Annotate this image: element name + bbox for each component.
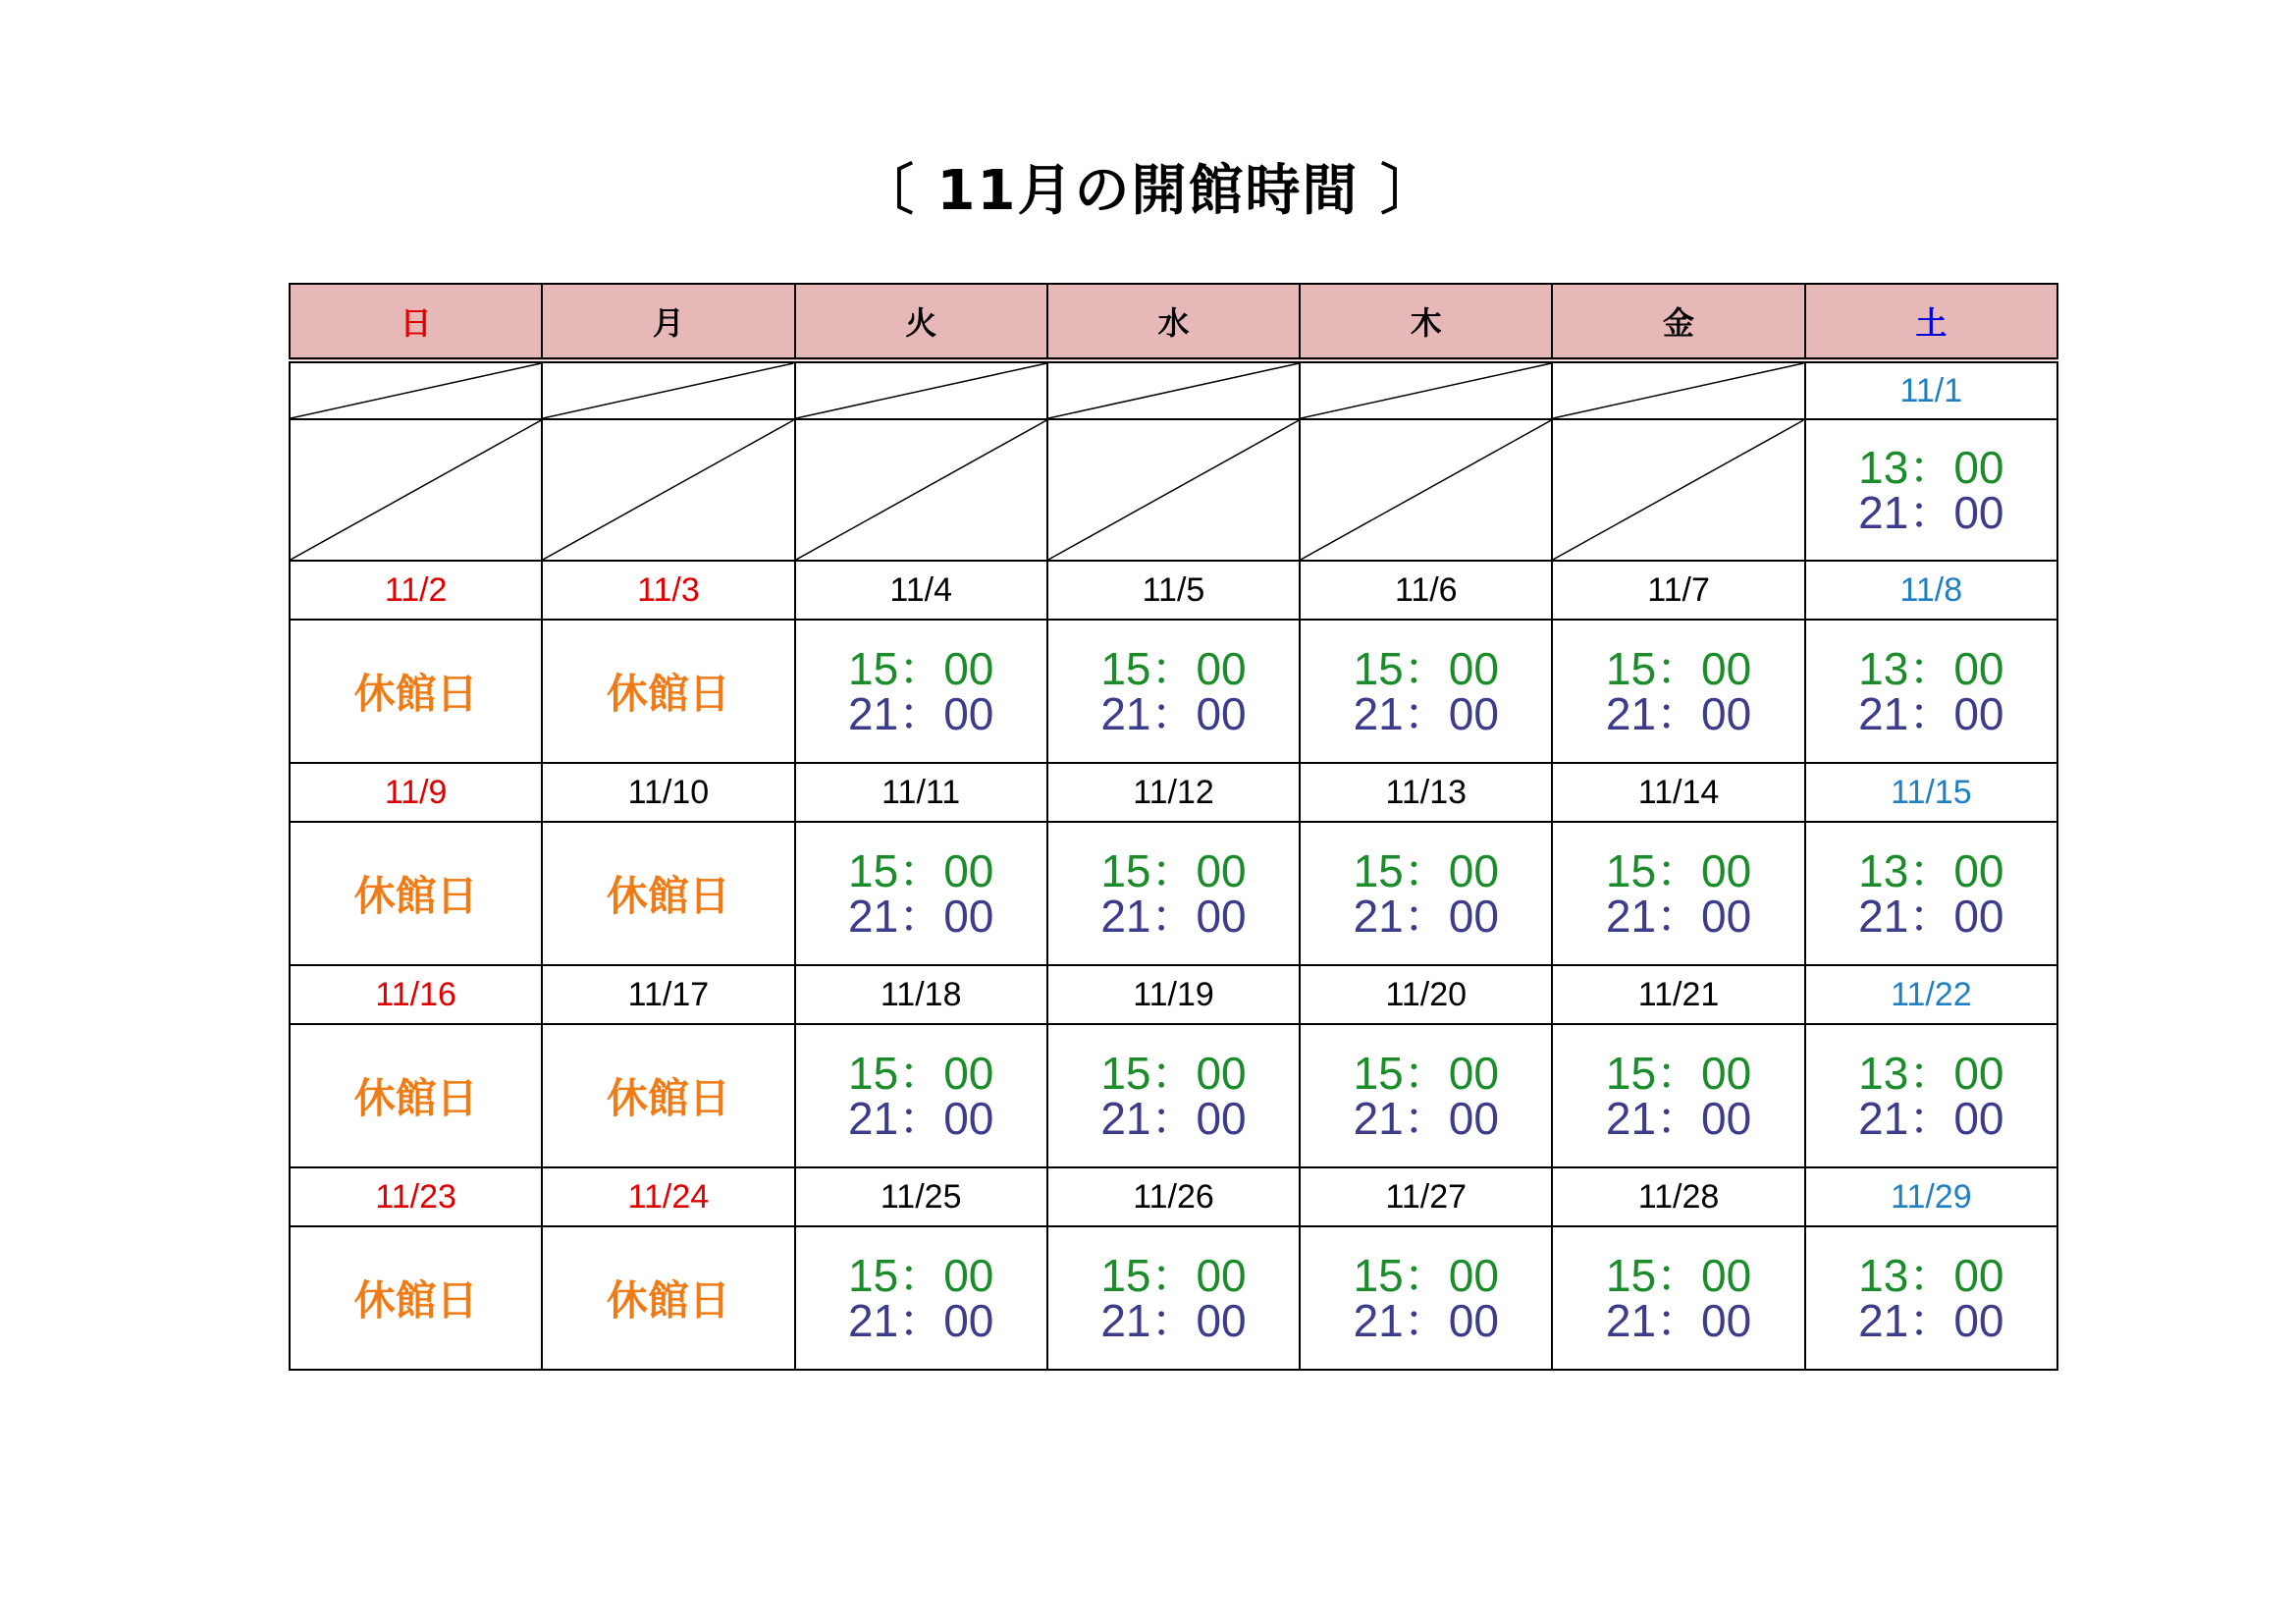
hours-cell (1300, 822, 1552, 965)
date-cell: 11/9 (290, 763, 542, 822)
open-time: 15：00 (1100, 643, 1247, 694)
close-time: 21：00 (1605, 1295, 1752, 1346)
hours-cell (1300, 620, 1552, 763)
hours-cell (1805, 419, 2057, 561)
date-cell: 11/28 (1552, 1167, 1804, 1226)
close-time: 21：00 (1353, 688, 1499, 739)
close-time: 21：00 (1353, 1093, 1499, 1144)
date-cell: 11/12 (1047, 763, 1300, 822)
hours-cell (1300, 1024, 1552, 1167)
date-cell: 11/20 (1300, 965, 1552, 1024)
week-3-date-row (290, 763, 2057, 822)
date-cell: 11/21 (1552, 965, 1804, 1024)
open-time: 13：00 (1858, 1250, 2004, 1301)
week-2-time-row (290, 620, 2057, 763)
date-cell: 11/25 (795, 1167, 1047, 1226)
date-cell: 11/16 (290, 965, 542, 1024)
weekday-thursday: 木 (1300, 284, 1552, 360)
open-time: 13：00 (1858, 845, 2004, 896)
open-time: 15：00 (1100, 1048, 1247, 1099)
open-time: 13：00 (1858, 1048, 2004, 1099)
date-cell: 11/23 (290, 1167, 542, 1226)
open-time: 15：00 (1605, 1250, 1752, 1301)
empty-cell (542, 419, 794, 561)
hours-cell (1047, 822, 1300, 965)
week-5-date-row (290, 1167, 2057, 1226)
weekday-monday: 月 (542, 284, 794, 360)
hours-cell (795, 1226, 1047, 1370)
close-time: 21：00 (1858, 891, 2004, 942)
date-cell: 11/24 (542, 1167, 794, 1226)
date-cell: 11/4 (795, 561, 1047, 620)
empty-cell (1552, 419, 1804, 561)
close-time: 21：00 (1858, 1295, 2004, 1346)
close-time: 21：00 (1353, 891, 1499, 942)
date-cell: 11/6 (1300, 561, 1552, 620)
date-cell: 11/7 (1552, 561, 1804, 620)
open-time: 15：00 (1353, 845, 1499, 896)
date-cell: 11/11 (795, 763, 1047, 822)
date-cell: 11/18 (795, 965, 1047, 1024)
hours-cell (1805, 1226, 2057, 1370)
hours-cell (1300, 1226, 1552, 1370)
open-time: 15：00 (1100, 845, 1247, 896)
open-time: 15：00 (848, 845, 994, 896)
hours-cell (1552, 620, 1804, 763)
open-time: 15：00 (848, 1250, 994, 1301)
close-time: 21：00 (1605, 688, 1752, 739)
closed-label: 休館日 (542, 620, 794, 763)
weekday-friday: 金 (1552, 284, 1804, 360)
date-cell: 11/8 (1805, 561, 2057, 620)
hours-cell (1552, 822, 1804, 965)
close-time: 21：00 (1858, 688, 2004, 739)
date-cell: 11/22 (1805, 965, 2057, 1024)
date-cell: 11/13 (1300, 763, 1552, 822)
date-cell: 11/26 (1047, 1167, 1300, 1226)
hours-cell (1047, 1226, 1300, 1370)
empty-cell (795, 419, 1047, 561)
empty-cell (290, 360, 542, 419)
open-time: 15：00 (1353, 1250, 1499, 1301)
week-2-date-row (290, 561, 2057, 620)
close-time: 21：00 (1605, 891, 1752, 942)
open-time: 13：00 (1858, 643, 2004, 694)
close-time: 21：00 (1100, 1295, 1247, 1346)
week-4-date-row (290, 965, 2057, 1024)
close-time: 21：00 (848, 688, 994, 739)
weekday-sunday: 日 (290, 284, 542, 360)
close-time: 21：00 (848, 1295, 994, 1346)
date-cell: 11/14 (1552, 763, 1804, 822)
hours-cell (1047, 1024, 1300, 1167)
hours-cell (1047, 620, 1300, 763)
week-1-time-row (290, 419, 2057, 561)
empty-cell (1552, 360, 1804, 419)
open-time: 15：00 (1353, 1048, 1499, 1099)
hours-cell (1805, 1024, 2057, 1167)
hours-cell (1805, 822, 2057, 965)
empty-cell (542, 360, 794, 419)
hours-cell (795, 1024, 1047, 1167)
close-time: 21：00 (1353, 1295, 1499, 1346)
closed-label: 休館日 (290, 1024, 542, 1167)
close-time: 21：00 (1100, 688, 1247, 739)
week-1-date-row (290, 360, 2057, 419)
closed-label: 休館日 (542, 1226, 794, 1370)
hours-cell (1805, 620, 2057, 763)
empty-cell (1300, 360, 1552, 419)
closed-label: 休館日 (542, 1024, 794, 1167)
date-cell: 11/10 (542, 763, 794, 822)
open-time: 13：00 (1858, 442, 2004, 493)
date-cell: 11/17 (542, 965, 794, 1024)
empty-cell (1047, 360, 1300, 419)
closed-label: 休館日 (290, 1226, 542, 1370)
empty-cell (1300, 419, 1552, 561)
close-time: 21：00 (1100, 891, 1247, 942)
close-time: 21：00 (1605, 1093, 1752, 1144)
open-time: 15：00 (1605, 643, 1752, 694)
close-time: 21：00 (1858, 1093, 2004, 1144)
week-3-time-row (290, 822, 2057, 965)
weekday-tuesday: 火 (795, 284, 1047, 360)
page-title: 〔 11月の開館時間 〕 (859, 159, 1437, 223)
open-time: 15：00 (1605, 1048, 1752, 1099)
date-cell: 11/15 (1805, 763, 2057, 822)
week-4-time-row (290, 1024, 2057, 1167)
calendar-table (289, 283, 2058, 1371)
date-cell: 11/2 (290, 561, 542, 620)
open-time: 15：00 (1353, 643, 1499, 694)
empty-cell (795, 360, 1047, 419)
weekday-header-row (290, 284, 2057, 360)
empty-cell (1047, 419, 1300, 561)
close-time: 21：00 (848, 891, 994, 942)
date-cell: 11/27 (1300, 1167, 1552, 1226)
hours-cell (795, 620, 1047, 763)
close-time: 21：00 (1858, 487, 2004, 538)
hours-cell (795, 822, 1047, 965)
closed-label: 休館日 (542, 822, 794, 965)
open-time: 15：00 (848, 643, 994, 694)
date-cell: 11/29 (1805, 1167, 2057, 1226)
weekday-saturday: 土 (1805, 284, 2057, 360)
open-time: 15：00 (1605, 845, 1752, 896)
date-cell: 11/5 (1047, 561, 1300, 620)
close-time: 21：00 (1100, 1093, 1247, 1144)
date-cell: 11/19 (1047, 965, 1300, 1024)
date-cell: 11/3 (542, 561, 794, 620)
empty-cell (290, 419, 542, 561)
close-time: 21：00 (848, 1093, 994, 1144)
hours-cell (1552, 1226, 1804, 1370)
closed-label: 休館日 (290, 822, 542, 965)
open-time: 15：00 (1100, 1250, 1247, 1301)
week-5-time-row (290, 1226, 2057, 1370)
date-cell: 11/1 (1805, 360, 2057, 419)
hours-cell (1552, 1024, 1804, 1167)
weekday-wednesday: 水 (1047, 284, 1300, 360)
closed-label: 休館日 (290, 620, 542, 763)
open-time: 15：00 (848, 1048, 994, 1099)
